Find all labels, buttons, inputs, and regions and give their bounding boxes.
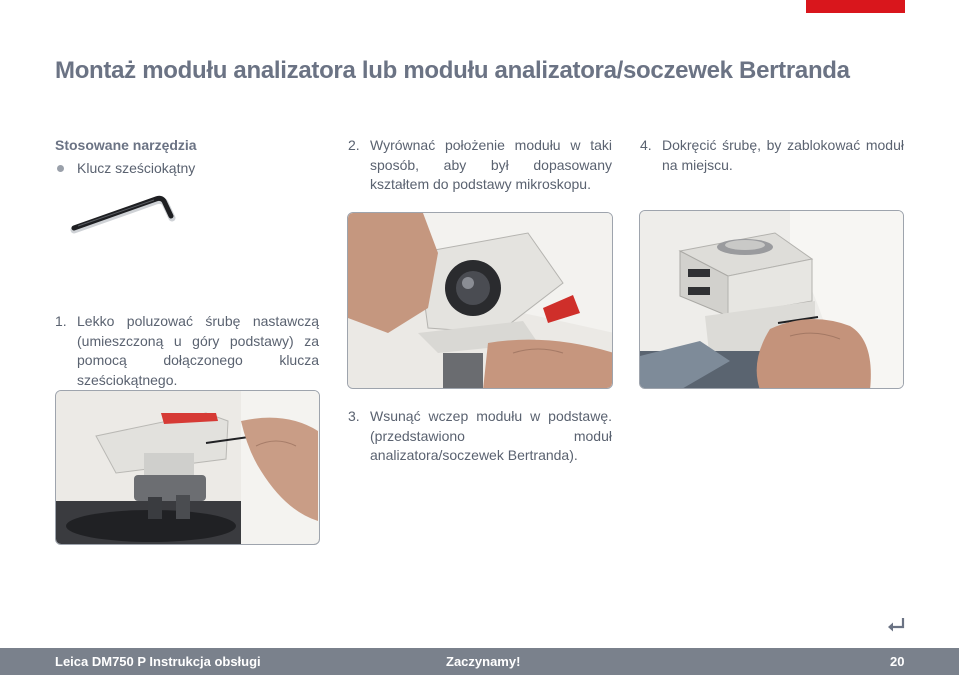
step-3 <box>348 407 612 466</box>
footer-manual-title: Leica DM750 P Instrukcja obsługi <box>55 654 261 669</box>
photo-step-2 <box>347 212 613 389</box>
step-1 <box>55 312 319 390</box>
tools-item-label: Klucz sześciokątny <box>77 160 196 176</box>
footer-page-number: 20 <box>890 654 905 669</box>
step-number: 3. <box>348 408 360 424</box>
photo-step-1 <box>55 390 320 545</box>
red-header-tab <box>806 0 905 13</box>
step-text: Wsunąć wczep modułu w podstawę. (przedstawiono moduł analizatora/soczewek Bertranda). <box>370 408 612 463</box>
step-number: 4. <box>640 137 652 153</box>
bullet-icon <box>57 165 64 172</box>
tools-list-item <box>57 160 195 176</box>
step-text: Lekko poluzować śrubę nastawczą (umieszczoną u góry podstawy) za pomocą dołączonego klucza sześciokątnego. <box>77 313 319 388</box>
hex-key-icon <box>68 190 183 240</box>
step-number: 2. <box>348 137 360 153</box>
return-arrow-icon[interactable] <box>886 617 906 633</box>
tools-heading: Stosowane narzędzia <box>55 137 197 153</box>
footer-section-title: Zaczynamy! <box>446 654 521 669</box>
photo-step-4 <box>639 210 904 389</box>
page-title: Montaż modułu analizatora lub modułu analizatora/soczewek Bertranda <box>55 57 850 84</box>
step-text: Wyrównać położenie modułu w taki sposób, aby był dopasowany kształtem do podstawy mikroskopu. <box>370 137 612 192</box>
step-2 <box>348 136 612 195</box>
microscope-photo-4 <box>640 211 904 389</box>
page-footer <box>0 648 959 675</box>
step-4 <box>640 136 904 175</box>
microscope-photo-2 <box>348 213 613 389</box>
step-text: Dokręcić śrubę, by zablokować moduł na miejscu. <box>662 137 904 173</box>
microscope-photo-1 <box>56 391 320 545</box>
step-number: 1. <box>55 313 67 329</box>
